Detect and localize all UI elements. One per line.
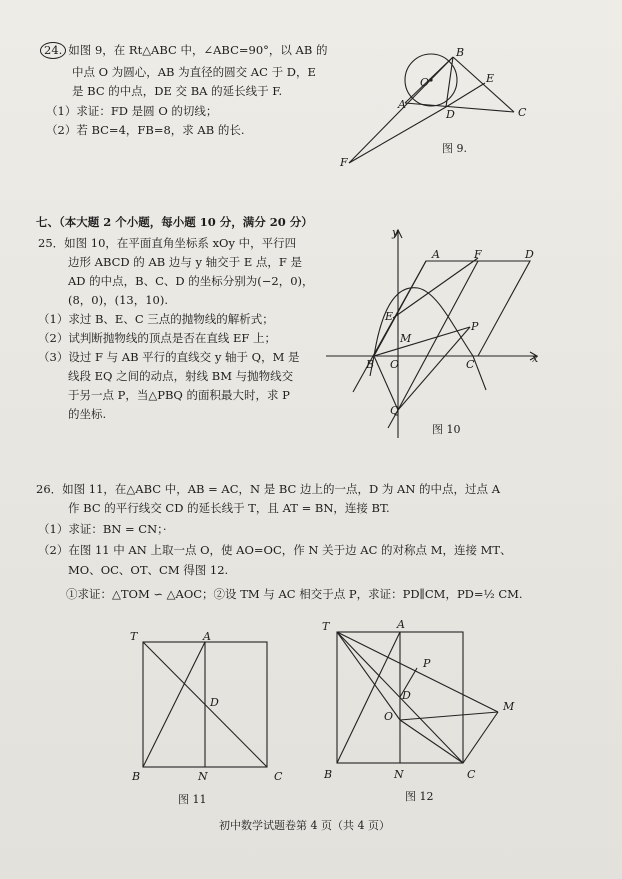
fig9-label-A: A xyxy=(398,98,406,111)
fig11-label-D: D xyxy=(210,696,219,709)
fig9-label-E: E xyxy=(486,72,495,85)
section-title: 七、（本大题 2 个小题，每小题 10 分，满分 20 分） xyxy=(36,215,313,229)
fig10-label-Q: Q xyxy=(390,404,400,417)
q24-line-1: 24. 如图 9，在 Rt△ABC 中，∠ABC=90°，以 AB 的 xyxy=(40,42,327,59)
fig10-label-y: y xyxy=(392,226,399,239)
fig10-label-A: A xyxy=(432,248,440,261)
fig12-label-P: P xyxy=(423,657,431,670)
fig10-label-E: E xyxy=(385,310,394,323)
fig12-label-A: A xyxy=(397,618,405,631)
fig9-label-D: D xyxy=(446,108,455,121)
q24-line-5: （2）若 BC=4，FB=8，求 AB 的长. xyxy=(46,123,245,137)
fig10-label-O: O xyxy=(390,358,400,371)
fig12-label-C: C xyxy=(467,768,476,781)
q25-line-9: 于另一点 P，当△PBQ 的面积最大时，求 P xyxy=(68,388,290,402)
fig12-label-M: M xyxy=(503,700,515,713)
fig12-caption: 图 12 xyxy=(405,790,434,803)
fig12-label-B: B xyxy=(324,768,333,781)
q26-line-6: ①求证：△TOM ∽ △AOC；②设 TM 与 AC 相交于点 P，求证：PD∥CM，PD=½ CM. xyxy=(66,587,523,601)
fig10-caption: 图 10 xyxy=(432,423,461,436)
fig9-caption: 图 9. xyxy=(442,142,467,155)
page-footer: 初中数学试题卷第 4 页（共 4 页） xyxy=(219,819,390,832)
fig9-label-O: O xyxy=(420,76,430,89)
fig10-label-M: M xyxy=(400,332,412,345)
q24-line-3: 是 BC 的中点，DE 交 BA 的延长线于 F. xyxy=(72,84,283,98)
q24-line-4: （1）求证：FD 是圆 O 的切线； xyxy=(46,104,218,118)
fig12-label-T: T xyxy=(322,620,330,633)
fig11-label-B: B xyxy=(132,770,141,783)
q26-line-4: （2）在图 11 中 AN 上取一点 O，使 AO=OC，作 N 关于边 AC 的对称点 M，连接 MT、 xyxy=(38,543,512,557)
fig9-label-C: C xyxy=(518,106,527,119)
q26-line-2: 作 BC 的平行线交 CD 的延长线于 T，且 AT = BN，连接 BT. xyxy=(68,501,390,515)
q25-line-4: (8，0)，(13，10). xyxy=(68,293,169,307)
q24-number: 24. xyxy=(40,42,66,59)
q25-line-1: 25．如图 10，在平面直角坐标系 xOy 中，平行四 xyxy=(38,236,297,250)
fig11-caption: 图 11 xyxy=(178,793,207,806)
fig9-label-F: F xyxy=(340,156,348,169)
q24-line-2: 中点 O 为圆心，AB 为直径的圆交 AC 于 D，E xyxy=(72,65,316,79)
fig11-label-T: T xyxy=(130,630,138,643)
fig12-label-O: O xyxy=(384,710,394,723)
q25-line-8: 线段 EQ 之间的动点，射线 BM 与抛物线交 xyxy=(68,369,294,383)
fig12-label-N: N xyxy=(394,768,404,781)
fig10-label-D: D xyxy=(525,248,534,261)
q25-line-2: 边形 ABCD 的 AB 边与 y 轴交于 E 点，F 是 xyxy=(68,255,303,269)
q25-line-10: 的坐标. xyxy=(68,407,107,421)
q26-line-1: 26．如图 11，在△ABC 中，AB = AC，N 是 BC 边上的一点，D 为 AN 的中点，过点 A xyxy=(36,482,501,496)
q25-line-3: AD 的中点，B、C、D 的坐标分别为(−2，0)， xyxy=(68,274,314,288)
fig9-label-B: B xyxy=(456,46,465,59)
q25-line-5: （1）求过 B、E、C 三点的抛物线的解析式； xyxy=(38,312,274,326)
fig11-label-N: N xyxy=(198,770,208,783)
q26-line-5: MO、OC、OT、CM 得图 12. xyxy=(68,563,229,577)
q26-line-3: （1）求证：BN = CN；· xyxy=(38,522,167,536)
fig10-label-F: F xyxy=(474,248,482,261)
fig10-label-x: x xyxy=(532,352,539,365)
q25-line-6: （2）试判断抛物线的顶点是否在直线 EF 上； xyxy=(38,331,276,345)
fig10-label-P: P xyxy=(471,320,479,333)
fig12-label-D: D xyxy=(402,689,411,702)
fig10-label-B: B xyxy=(366,358,375,371)
q25-line-7: （3）设过 F 与 AB 平行的直线交 y 轴于 Q，M 是 xyxy=(38,350,300,364)
fig10-label-C: C xyxy=(466,358,475,371)
fig11-label-A: A xyxy=(203,630,211,643)
fig11-label-C: C xyxy=(274,770,283,783)
